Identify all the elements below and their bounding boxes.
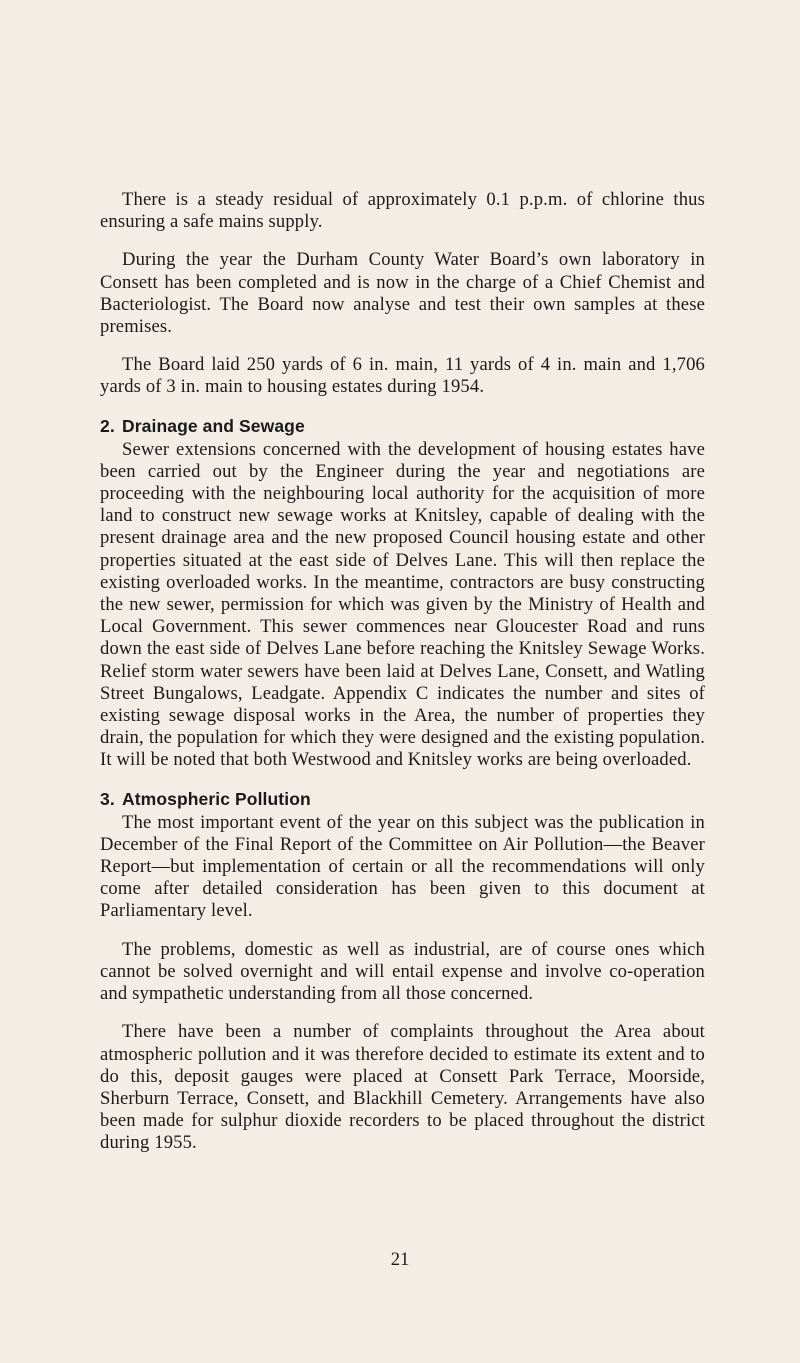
section-heading-atmospheric — [100, 788, 705, 810]
paragraph-complaints: There have been a number of complaints throughout the Area about atmospheric pollution and it was therefore decided to estimate its extent and to do this, deposit gauges were placed at Consett Park Terrace, Moorside, Sherburn Terrace, Consett, and Blackhill Cemetery. Arrangements have also been made for sulphur dioxide recorders to be placed throughout the district during 1955. — [100, 1021, 705, 1154]
document-page — [100, 189, 705, 1171]
paragraph-problems: The problems, domestic as well as industrial, are of course ones which cannot be solved overnight and will entail expense and involve co-operation and sympathetic understanding from all those concerned. — [100, 938, 705, 1005]
section-heading-drainage — [100, 415, 705, 437]
section-number: 3. — [100, 788, 115, 809]
section-number: 2. — [100, 415, 115, 436]
paragraph-laboratory: During the year the Durham County Water Board’s own laboratory in Consett has been completed and is now in the charge of a Chief Chemist and Bacteriologist. The Board now analyse and test their own samples at these premises. — [100, 249, 705, 338]
paragraph-chlorine-residual: There is a steady residual of approximately 0.1 p.p.m. of chlorine thus ensuring a safe mains supply. — [100, 189, 705, 233]
paragraph-sewer-extensions: Sewer extensions concerned with the development of housing estates have been carried out by the Engineer during the year and negotiations are proceeding with the neighbouring local authority for the acquisition of more land to construct new sewage works at Knitsley, capable of dealing with the present drainage area and the new proposed Council housing estate and other properties situated at the east side of Delves Lane. This will then replace the existing overloaded works. In the meantime, contractors are busy constructing the new sewer, permission for which was given by the Ministry of Health and Local Government. This sewer commences near Gloucester Road and runs down the east side of Delves Lane before reaching the Knitsley Sewage Works. Relief storm water sewers have been laid at Delves Lane, Consett, and Watling Street Bungalows, Leadgate. Appendix C indicates the number and sites of existing sewage disposal works in the Area, the number of properties they drain, the population for which they were designed and the existing population. It will be noted that both Westwood and Knitsley works are being overloaded. — [100, 438, 705, 771]
page-number: 21 — [390, 1249, 410, 1270]
section-title: Atmospheric Pollution — [122, 788, 311, 809]
paragraph-beaver-report: The most important event of the year on this subject was the publication in December of the Final Report of the Committee on Air Pollution—the Beaver Report—but implementation of certain or all the recommendations will only come after detailed consideration has been given to this document at Parliamentary level. — [100, 811, 705, 922]
section-title: Drainage and Sewage — [122, 415, 305, 436]
paragraph-mains-laid: The Board laid 250 yards of 6 in. main, 11 yards of 4 in. main and 1,706 yards of 3 in. main to housing estates during 1954. — [100, 354, 705, 398]
